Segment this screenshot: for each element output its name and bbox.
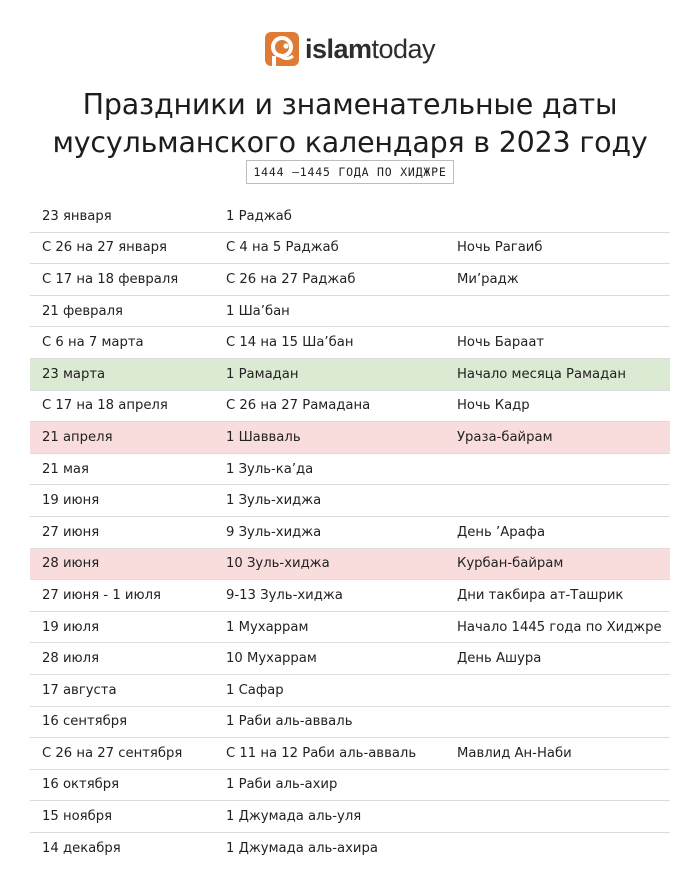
hijri-date-cell: 1 Джумада аль-ахира: [226, 841, 378, 857]
hijri-date-cell: 1 Зуль-ка’да: [226, 461, 314, 477]
hijri-date-cell: С 14 на 15 Ша’бан: [226, 335, 354, 351]
event-name-cell: Начало месяца Рамадан: [457, 366, 626, 382]
event-name-cell: Ночь Бараат: [457, 335, 545, 351]
table-row: [30, 833, 670, 865]
table-row: [30, 770, 670, 802]
table-row: [30, 643, 670, 675]
event-name-cell: Ночь Рагаиб: [457, 240, 543, 256]
gregorian-date-cell: 19 июня: [42, 493, 100, 509]
gregorian-date-cell: 21 февраля: [42, 303, 123, 319]
subtitle-badge: 1444 –1445 ГОДА ПО ХИДЖРЕ: [246, 160, 453, 184]
table-row: [30, 359, 670, 391]
table-row: [30, 264, 670, 296]
gregorian-date-cell: 27 июня: [42, 524, 100, 540]
subtitle-container: [0, 160, 700, 184]
hijri-date-cell: 1 Рамадан: [226, 366, 299, 382]
gregorian-date-cell: 14 декабря: [42, 841, 121, 857]
table-row: [30, 233, 670, 265]
gregorian-date-cell: С 26 на 27 сентября: [42, 745, 183, 761]
gregorian-date-cell: 16 октября: [42, 777, 120, 793]
gregorian-date-cell: 23 марта: [42, 366, 106, 382]
gregorian-date-cell: 23 января: [42, 208, 112, 224]
table-row: [30, 296, 670, 328]
logo-bold-text: islam: [304, 34, 372, 64]
hijri-date-cell: 9-13 Зуль-хиджа: [226, 587, 343, 603]
table-row: [30, 801, 670, 833]
brand-logo[interactable]: [0, 32, 700, 66]
event-name-cell: Ночь Кадр: [457, 398, 530, 414]
event-name-cell: Ми’радж: [457, 271, 519, 287]
event-name-cell: Ураза-байрам: [457, 429, 553, 445]
gregorian-date-cell: С 17 на 18 февраля: [42, 271, 179, 287]
event-name-cell: Мавлид Ан-Наби: [457, 745, 572, 761]
table-row: [30, 517, 670, 549]
hijri-date-cell: 1 Раби аль-ахир: [226, 777, 338, 793]
hijri-date-cell: С 26 на 27 Раджаб: [226, 271, 356, 287]
table-row: [30, 738, 670, 770]
hijri-date-cell: 10 Зуль-хиджа: [226, 556, 330, 572]
hijri-date-cell: 1 Ша’бан: [226, 303, 290, 319]
table-row: [30, 675, 670, 707]
table-row: [30, 327, 670, 359]
table-row: [30, 485, 670, 517]
hijri-date-cell: С 11 на 12 Раби аль-авваль: [226, 745, 417, 761]
table-row: [30, 201, 670, 233]
logo-light-text: today: [371, 34, 436, 64]
hijri-date-cell: 1 Зуль-хиджа: [226, 493, 322, 509]
event-name-cell: Начало 1445 года по Хиджре: [457, 619, 662, 635]
gregorian-date-cell: 15 ноября: [42, 809, 113, 825]
table-row: [30, 549, 670, 581]
event-name-cell: День Ашура: [457, 651, 542, 667]
hijri-date-cell: 1 Сафар: [226, 682, 284, 698]
title-line-1: Праздники и знаменательные даты: [82, 88, 618, 121]
hijri-date-cell: С 4 на 5 Раджаб: [226, 240, 339, 256]
event-name-cell: День ’Арафа: [457, 524, 546, 540]
gregorian-date-cell: 21 мая: [42, 461, 89, 477]
gregorian-date-cell: С 17 на 18 апреля: [42, 398, 168, 414]
event-name-cell: Курбан-байрам: [457, 556, 564, 572]
hijri-date-cell: 9 Зуль-хиджа: [226, 524, 322, 540]
table-row: [30, 454, 670, 486]
table-row: [30, 612, 670, 644]
page-title: [0, 86, 700, 162]
table-row: [30, 707, 670, 739]
gregorian-date-cell: С 26 на 27 января: [42, 240, 167, 256]
table-row: [30, 391, 670, 423]
logo-wordmark: [305, 32, 435, 66]
gregorian-date-cell: 21 апреля: [42, 429, 113, 445]
hijri-date-cell: 1 Мухаррам: [226, 619, 309, 635]
title-line-2: мусульманского календаря в 2023 году: [52, 126, 648, 159]
hijri-date-cell: С 26 на 27 Рамадана: [226, 398, 371, 414]
hijri-date-cell: 1 Раджаб: [226, 208, 292, 224]
hijri-date-cell: 1 Джумада аль-уля: [226, 809, 362, 825]
table-row: [30, 422, 670, 454]
gregorian-date-cell: С 6 на 7 марта: [42, 335, 144, 351]
gregorian-date-cell: 19 июля: [42, 619, 100, 635]
hijri-date-cell: 10 Мухаррам: [226, 651, 317, 667]
table-row: [30, 580, 670, 612]
calendar-table: [30, 201, 670, 864]
logo-mark-icon: [265, 32, 299, 66]
gregorian-date-cell: 16 сентября: [42, 714, 128, 730]
gregorian-date-cell: 27 июня - 1 июля: [42, 587, 161, 603]
gregorian-date-cell: 28 июля: [42, 651, 100, 667]
event-name-cell: Дни такбира ат-Ташрик: [457, 587, 624, 603]
hijri-date-cell: 1 Шавваль: [226, 429, 301, 445]
gregorian-date-cell: 17 августа: [42, 682, 117, 698]
hijri-date-cell: 1 Раби аль-авваль: [226, 714, 353, 730]
gregorian-date-cell: 28 июня: [42, 556, 100, 572]
